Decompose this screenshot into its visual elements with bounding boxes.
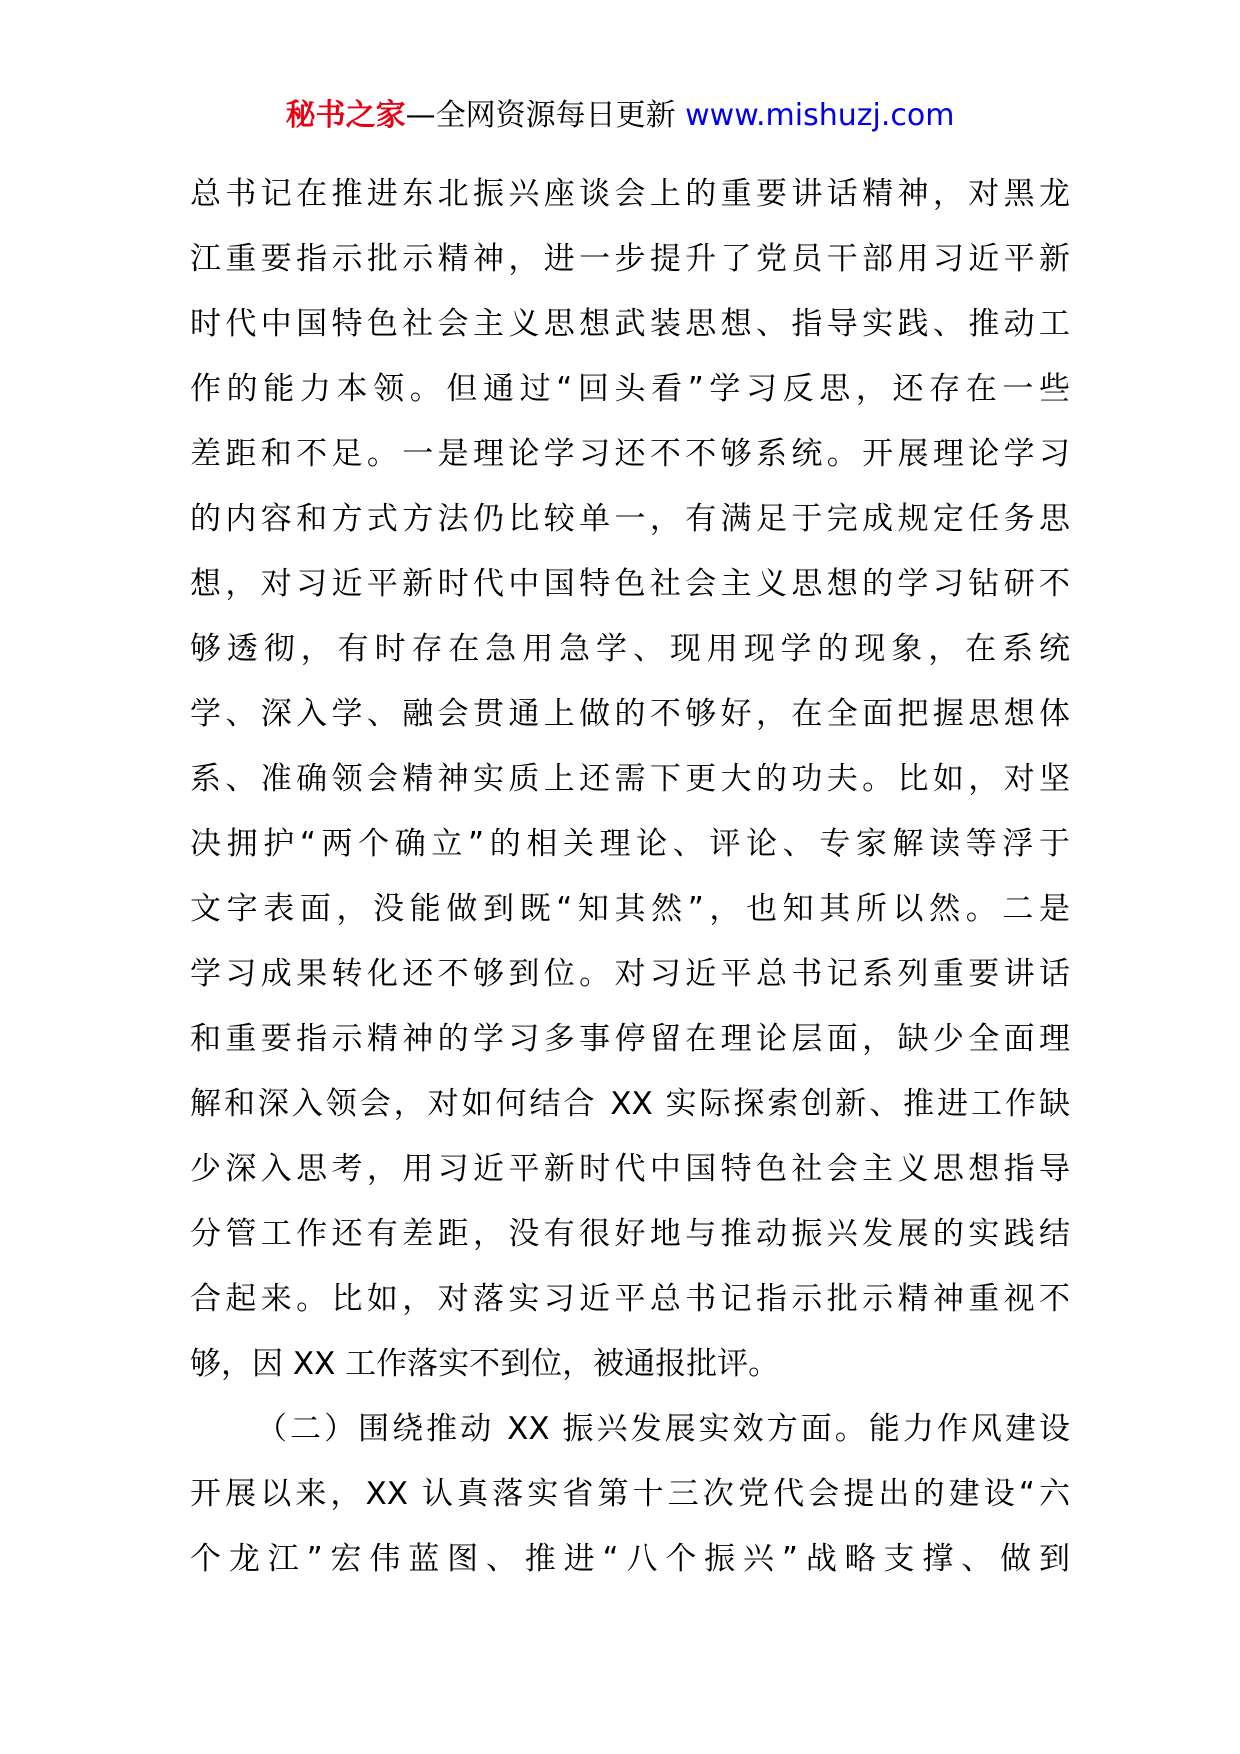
text-line: 时代中国特色社会主义思想武装思想、指导实践、推动工 bbox=[190, 306, 1070, 342]
text-line: 少深入思考，用习近平新时代中国特色社会主义思想指导 bbox=[190, 1151, 1070, 1187]
text-line: 文字表面，没能做到既“知其然”，也知其所以然。二是 bbox=[190, 891, 1070, 927]
text-line: 学习成果转化还不够到位。对习近平总书记系列重要讲话 bbox=[190, 956, 1070, 992]
section-heading-line: （二）围绕推动 XX 振兴发展实效方面。能力作风建设 bbox=[256, 1411, 1070, 1447]
text-line: 差距和不足。一是理论学习还不不够系统。开展理论学习 bbox=[190, 436, 1070, 472]
text-line: 合起来。比如，对落实习近平总书记指示批示精神重视不 bbox=[190, 1281, 1070, 1317]
document-body bbox=[190, 162, 1070, 1592]
text-line: 开展以来，XX 认真落实省第十三次党代会提出的建设“六 bbox=[190, 1476, 1070, 1512]
site-tagline: —全网资源每日更新 bbox=[405, 98, 676, 133]
text-line: 个龙江”宏伟蓝图、推进“八个振兴”战略支撑、做到 bbox=[190, 1541, 1070, 1577]
text-line: 和重要指示精神的学习多事停留在理论层面，缺少全面理 bbox=[190, 1021, 1070, 1057]
site-brand: 秘书之家 bbox=[285, 98, 406, 133]
text-line: 作的能力本领。但通过“回头看”学习反思，还存在一些 bbox=[190, 371, 1070, 407]
text-line: 学、深入学、融会贯通上做的不够好，在全面把握思想体 bbox=[190, 696, 1070, 732]
text-line: 决拥护“两个确立”的相关理论、评论、专家解读等浮于 bbox=[190, 826, 1070, 862]
text-line: 的内容和方式方法仍比较单一，有满足于完成规定任务思 bbox=[190, 501, 1070, 537]
site-header bbox=[0, 96, 1240, 136]
text-line: 总书记在推进东北振兴座谈会上的重要讲话精神，对黑龙 bbox=[190, 176, 1070, 212]
text-line: 解和深入领会，对如何结合 XX 实际探索创新、推进工作缺 bbox=[190, 1086, 1070, 1122]
site-url-link[interactable]: www.mishuzj.com bbox=[685, 98, 955, 133]
paragraph-end-line: 够，因 XX 工作落实不到位，被通报批评。 bbox=[190, 1346, 780, 1382]
text-line: 想，对习近平新时代中国特色社会主义思想的学习钻研不 bbox=[190, 566, 1070, 602]
text-line: 江重要指示批示精神，进一步提升了党员干部用习近平新 bbox=[190, 241, 1070, 277]
text-line: 分管工作还有差距，没有很好地与推动振兴发展的实践结 bbox=[190, 1216, 1070, 1252]
text-line: 够透彻，有时存在急用急学、现用现学的现象，在系统 bbox=[190, 631, 1070, 667]
text-line: 系、准确领会精神实质上还需下更大的功夫。比如，对坚 bbox=[190, 761, 1070, 797]
